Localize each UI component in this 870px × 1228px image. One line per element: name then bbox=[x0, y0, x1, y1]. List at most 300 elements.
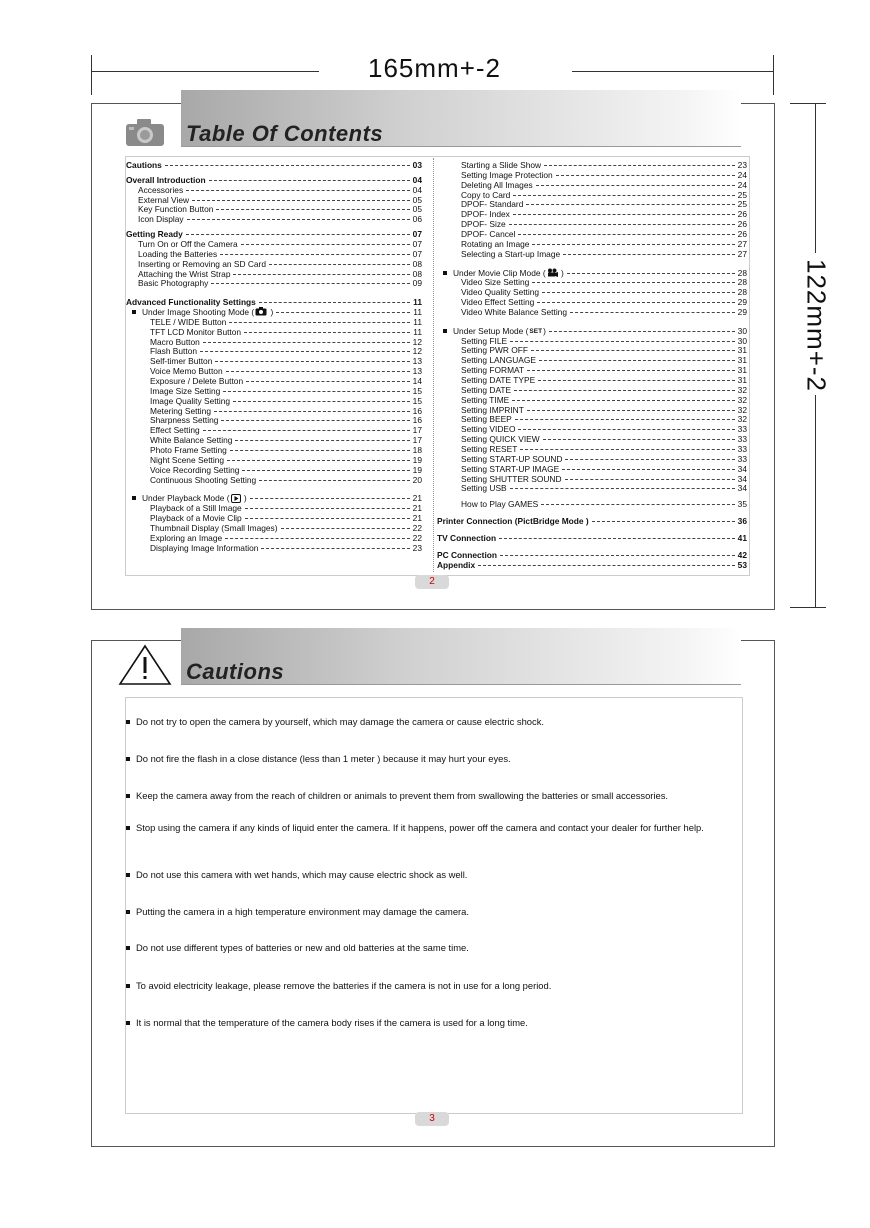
bullet-icon bbox=[443, 329, 447, 333]
toc-page-ref: 33 bbox=[737, 424, 747, 435]
toc-leader bbox=[233, 401, 410, 402]
toc-leader bbox=[565, 459, 734, 460]
toc-page-ref: 11 bbox=[413, 307, 422, 318]
toc-entry bbox=[132, 307, 422, 317]
toc-entry-label bbox=[150, 337, 200, 347]
toc-page-ref: 07 bbox=[412, 229, 422, 240]
toc-entry bbox=[150, 346, 422, 356]
toc-entry bbox=[132, 493, 422, 503]
toc-page-ref: 34 bbox=[737, 473, 747, 484]
toc-leader bbox=[261, 548, 409, 549]
toc-entry-label bbox=[126, 175, 206, 185]
toc-leader bbox=[192, 200, 410, 201]
toc-entry-text: Exploring an Image bbox=[150, 532, 223, 543]
toc-leader bbox=[513, 195, 734, 196]
toc-page-ref: 17 bbox=[412, 425, 422, 436]
toc-entry-label bbox=[461, 345, 528, 355]
toc-entry-text: Icon Display bbox=[138, 214, 184, 225]
toc-entry-text: Basic Photography bbox=[138, 278, 209, 289]
toc-entry-label bbox=[461, 249, 560, 259]
toc-leader bbox=[226, 371, 410, 372]
toc-entry-text: Voice Memo Button bbox=[150, 366, 223, 377]
toc-entry-text: TV Connection bbox=[437, 532, 497, 543]
toc-leader bbox=[512, 400, 734, 401]
toc-entry bbox=[443, 326, 747, 336]
toc-entry-text: Setting BEEP bbox=[461, 414, 512, 425]
toc-column-divider bbox=[433, 158, 434, 572]
toc-leader bbox=[541, 504, 734, 505]
toc-entry-label bbox=[461, 239, 529, 249]
toc-leader bbox=[520, 449, 734, 450]
toc-leader bbox=[225, 538, 410, 539]
toc-entry bbox=[150, 465, 422, 475]
toc-entry-text: Copy to Card bbox=[461, 189, 511, 200]
toc-entry bbox=[461, 219, 747, 229]
toc-entry-label bbox=[126, 297, 256, 307]
toc-leader bbox=[518, 234, 734, 235]
toc-page-ref: 36 bbox=[737, 516, 747, 527]
toc-entry bbox=[461, 355, 747, 365]
caution-item: Do not use different types of batteries or new and old batteries at the same time. bbox=[136, 942, 469, 953]
toc-entry-text: Setting FILE bbox=[461, 335, 508, 346]
toc-entry-text: Inserting or Removing an SD Card bbox=[138, 258, 267, 269]
toc-entry-text: Under Setup Mode ( bbox=[453, 325, 529, 336]
toc-page-ref: 32 bbox=[737, 414, 747, 425]
toc-leader bbox=[531, 350, 735, 351]
toc-entry bbox=[150, 543, 422, 553]
toc-page-ref: 21 bbox=[412, 493, 422, 504]
toc-page-ref: 19 bbox=[412, 454, 422, 465]
toc-page-ref: 23 bbox=[737, 160, 747, 170]
toc-page-ref: 42 bbox=[737, 549, 747, 560]
toc-page-ref: 05 bbox=[412, 194, 422, 205]
toc-entry bbox=[138, 269, 422, 279]
toc-entry bbox=[150, 327, 422, 337]
toc-page-ref: 14 bbox=[412, 376, 422, 386]
toc-entry-text: Video White Balance Setting bbox=[461, 306, 567, 317]
toc-leader bbox=[539, 360, 735, 361]
toc-entry-label bbox=[126, 229, 183, 239]
toc-entry-text: DPOF- Standard bbox=[461, 199, 524, 210]
toc-page-ref: 53 bbox=[737, 559, 747, 570]
toc-entry-text: Video Effect Setting bbox=[461, 297, 535, 308]
toc-page-ref: 08 bbox=[412, 268, 422, 279]
toc-entry-text: Setting DATE TYPE bbox=[461, 375, 536, 385]
setup-mode-icon: SET bbox=[529, 327, 543, 335]
toc-leader bbox=[518, 429, 734, 430]
toc-entry-text: Accessories bbox=[138, 184, 184, 195]
toc-page-ref: 03 bbox=[412, 160, 422, 170]
toc-entry-text: Setting LANGUAGE bbox=[461, 355, 536, 366]
toc-page-ref: 12 bbox=[412, 336, 422, 347]
toc-leader bbox=[478, 565, 735, 566]
toc-entry bbox=[437, 560, 747, 570]
toc-entry bbox=[150, 337, 422, 347]
toc-entry-text: Printer Connection (PictBridge Mode ) bbox=[437, 516, 589, 527]
toc-entry bbox=[138, 239, 422, 249]
bullet-icon bbox=[126, 794, 130, 798]
toc-entry-text: Under Image Shooting Mode ( bbox=[142, 307, 255, 318]
toc-entry bbox=[150, 376, 422, 386]
toc-leader bbox=[532, 244, 734, 245]
toc-leader bbox=[510, 488, 735, 489]
toc-entry bbox=[150, 396, 422, 406]
toc-entry bbox=[150, 425, 422, 435]
toc-leader bbox=[209, 180, 410, 181]
toc-page-ref: 16 bbox=[412, 415, 422, 426]
toc-entry-label bbox=[150, 543, 258, 553]
toc-entry bbox=[437, 533, 747, 543]
toc-entry-label bbox=[138, 249, 217, 259]
toc-entry bbox=[150, 513, 422, 523]
toc-leader bbox=[556, 175, 735, 176]
toc-entry bbox=[461, 499, 747, 509]
toc-leader bbox=[216, 209, 409, 210]
toc-entry bbox=[461, 277, 747, 287]
toc-leader bbox=[542, 292, 735, 293]
toc-page-ref: 30 bbox=[737, 325, 747, 336]
toc-entry bbox=[138, 259, 422, 269]
toc-page-ref: 24 bbox=[737, 179, 747, 190]
width-dimension-line-right bbox=[572, 71, 773, 72]
toc-page-ref: 13 bbox=[412, 356, 422, 367]
toc-leader bbox=[233, 274, 409, 275]
toc-page-ref: 16 bbox=[412, 405, 422, 416]
toc-entry-text: Setting RESET bbox=[461, 443, 518, 454]
toc-entry-text: Setting TIME bbox=[461, 394, 510, 405]
toc-entry bbox=[461, 345, 747, 355]
toc-page-ref: 32 bbox=[737, 384, 747, 395]
toc-entry-text: External View bbox=[138, 194, 190, 205]
cautions-page-number: 3 bbox=[415, 1112, 449, 1126]
toc-leader bbox=[246, 381, 410, 382]
toc-entry-label bbox=[437, 533, 496, 543]
toc-page-ref: 32 bbox=[737, 394, 747, 405]
toc-entry-label bbox=[150, 465, 239, 475]
toc-leader bbox=[562, 469, 734, 470]
toc-entry-label bbox=[150, 523, 278, 533]
toc-entry-text: Exposure / Delete Button bbox=[150, 376, 244, 386]
toc-leader bbox=[215, 361, 409, 362]
toc-page-ref: 07 bbox=[412, 238, 422, 249]
toc-entry-text: TFT LCD Monitor Button bbox=[150, 326, 242, 337]
toc-page-ref: 35 bbox=[737, 499, 747, 510]
caution-item: Do not use this camera with wet hands, which may cause electric shock as well. bbox=[136, 869, 468, 880]
toc-entry-label bbox=[461, 190, 510, 200]
toc-entry bbox=[150, 406, 422, 416]
toc-entry-text: Key Function Button bbox=[138, 204, 214, 215]
bullet-icon bbox=[126, 910, 130, 914]
toc-entry-label bbox=[461, 444, 517, 454]
toc-entry bbox=[138, 278, 422, 288]
toc-page-ref: 13 bbox=[412, 366, 422, 377]
toc-entry-label bbox=[150, 435, 232, 445]
toc-entry-label bbox=[461, 414, 512, 424]
toc-entry bbox=[150, 415, 422, 425]
toc-entry-text: Setting VIDEO bbox=[461, 424, 516, 435]
toc-page-ref: 19 bbox=[412, 464, 422, 475]
toc-leader bbox=[269, 264, 410, 265]
toc-leader bbox=[281, 528, 410, 529]
toc-entry bbox=[461, 229, 747, 239]
toc-page-ref: 12 bbox=[412, 346, 422, 357]
toc-entry-label bbox=[461, 464, 559, 474]
toc-entry bbox=[150, 356, 422, 366]
toc-leader bbox=[500, 555, 735, 556]
toc-entry-text: Playback of a Still Image bbox=[150, 503, 242, 514]
toc-entry bbox=[461, 474, 747, 484]
toc-page-ref: 11 bbox=[413, 316, 422, 327]
toc-entry bbox=[461, 336, 747, 346]
toc-leader bbox=[536, 185, 735, 186]
toc-leader bbox=[510, 341, 735, 342]
toc-entry bbox=[126, 297, 422, 307]
toc-entry bbox=[437, 550, 747, 560]
height-dimension-tick-bottom bbox=[790, 607, 826, 608]
toc-entry-label bbox=[150, 327, 241, 337]
toc-entry-label bbox=[461, 395, 509, 405]
toc-entry-text: Metering Setting bbox=[150, 405, 211, 416]
camera-icon bbox=[125, 117, 165, 147]
toc-entry-text: Setting DATE bbox=[461, 384, 512, 395]
toc-entry bbox=[126, 229, 422, 239]
toc-page-ref: 09 bbox=[412, 278, 422, 289]
toc-entry bbox=[150, 317, 422, 327]
toc-entry-label bbox=[461, 375, 535, 385]
toc-entry bbox=[126, 175, 422, 185]
toc-entry-label bbox=[461, 209, 510, 219]
toc-entry-label bbox=[150, 376, 243, 386]
toc-entry-text: Overall Introduction bbox=[126, 174, 206, 185]
toc-entry-label bbox=[437, 560, 475, 570]
toc-entry bbox=[461, 424, 747, 434]
toc-entry bbox=[138, 204, 422, 214]
toc-entry-text: Thumbnail Display (Small Images) bbox=[150, 522, 278, 533]
toc-page-ref: 22 bbox=[412, 522, 422, 533]
toc-leader bbox=[241, 244, 410, 245]
toc-entry-text: Setting FORMAT bbox=[461, 365, 525, 376]
caution-item: It is normal that the temperature of the camera body rises if the camera is used for a long time. bbox=[136, 1017, 528, 1028]
bullet-icon bbox=[126, 1021, 130, 1025]
toc-page-number: 2 bbox=[415, 575, 449, 589]
toc-leader bbox=[259, 480, 410, 481]
toc-leader bbox=[227, 460, 410, 461]
toc-entry-text: White Balance Setting bbox=[150, 435, 233, 446]
toc-leader bbox=[186, 234, 410, 235]
toc-page-ref: 26 bbox=[737, 228, 747, 239]
toc-page-ref: 04 bbox=[412, 184, 422, 195]
toc-entry-text: Displaying Image Information bbox=[150, 542, 259, 553]
toc-entry-label bbox=[461, 180, 533, 190]
toc-leader bbox=[544, 165, 735, 166]
toc-entry-label bbox=[461, 219, 506, 229]
toc-entry bbox=[138, 195, 422, 205]
toc-entry bbox=[150, 475, 422, 485]
toc-entry-text: Flash Button bbox=[150, 346, 198, 357]
toc-leader bbox=[509, 224, 735, 225]
toc-leader bbox=[214, 411, 410, 412]
toc-entry-label bbox=[461, 160, 541, 170]
bullet-icon bbox=[126, 826, 130, 830]
toc-entry-text: Setting IMPRINT bbox=[461, 404, 524, 415]
toc-entry-label bbox=[461, 229, 515, 239]
toc-entry-text: Selecting a Start-up Image bbox=[461, 248, 561, 259]
toc-entry bbox=[150, 445, 422, 455]
toc-entry-text: DPOF- Cancel bbox=[461, 228, 516, 239]
toc-entry-text: Macro Button bbox=[150, 336, 200, 347]
toc-entry-text: Loading the Batteries bbox=[138, 248, 218, 259]
toc-page-ref: 21 bbox=[412, 503, 422, 514]
toc-entry-text: Attaching the Wrist Strap bbox=[138, 268, 231, 279]
toc-entry bbox=[461, 209, 747, 219]
toc-entry bbox=[126, 160, 422, 170]
toc-page-ref: 17 bbox=[412, 435, 422, 446]
toc-entry bbox=[461, 483, 747, 493]
toc-leader bbox=[276, 312, 410, 313]
toc-entry-label bbox=[461, 277, 529, 287]
toc-page-ref: 15 bbox=[412, 395, 422, 406]
toc-entry-text: How to Play GAMES bbox=[461, 499, 539, 510]
toc-page-ref: 08 bbox=[412, 258, 422, 269]
toc-leader bbox=[515, 419, 735, 420]
toc-entry-label bbox=[461, 474, 562, 484]
toc-leader bbox=[565, 479, 735, 480]
toc-leader bbox=[220, 254, 410, 255]
warning-icon bbox=[117, 643, 173, 687]
toc-entry-label bbox=[150, 356, 212, 366]
toc-leader bbox=[563, 254, 735, 255]
toc-entry bbox=[461, 444, 747, 454]
toc-page-ref: 23 bbox=[412, 542, 422, 553]
toc-entry-label bbox=[150, 513, 242, 523]
toc-leader bbox=[229, 322, 410, 323]
toc-entry-label bbox=[461, 385, 511, 395]
toc-page-ref: 34 bbox=[737, 483, 747, 494]
toc-entry-label bbox=[150, 503, 242, 513]
toc-entry-text: Continuous Shooting Setting bbox=[150, 474, 257, 485]
caution-item: Putting the camera in a high temperature environment may damage the camera. bbox=[136, 906, 469, 917]
toc-leader bbox=[245, 518, 410, 519]
toc-entry-label bbox=[150, 346, 197, 356]
toc-entry-text: Self-timer Button bbox=[150, 356, 213, 367]
toc-entry-label bbox=[461, 483, 507, 493]
toc-leader bbox=[187, 219, 410, 220]
toc-leader bbox=[543, 439, 735, 440]
toc-entry-text: DPOF- Size bbox=[461, 219, 506, 230]
toc-entry-label bbox=[461, 499, 538, 509]
toc-leader bbox=[537, 302, 734, 303]
toc-entry-label bbox=[138, 214, 184, 224]
toc-leader bbox=[221, 420, 409, 421]
bullet-icon bbox=[443, 271, 447, 275]
toc-entry-label bbox=[461, 434, 540, 444]
height-dimension-label: 122mm+-2 bbox=[801, 259, 832, 392]
toc-entry-text: Deleting All Images bbox=[461, 179, 533, 190]
toc-page-ref: 27 bbox=[737, 238, 747, 249]
toc-leader bbox=[200, 351, 410, 352]
toc-entry bbox=[150, 533, 422, 543]
toc-leader bbox=[223, 391, 409, 392]
toc-page-ref: 33 bbox=[737, 434, 747, 445]
toc-entry-label bbox=[461, 424, 515, 434]
toc-entry-text: Setting START-UP SOUND bbox=[461, 453, 563, 464]
toc-leader bbox=[538, 380, 735, 381]
toc-leader bbox=[513, 214, 735, 215]
toc-entry-label bbox=[461, 287, 539, 297]
toc-leader bbox=[203, 342, 410, 343]
toc-entry bbox=[461, 190, 747, 200]
toc-entry-text: Under Playback Mode ( bbox=[142, 493, 230, 504]
toc-entry-text: Setting USB bbox=[461, 483, 507, 494]
toc-page-ref: 25 bbox=[737, 189, 747, 200]
toc-entry-text: Video Quality Setting bbox=[461, 287, 540, 298]
toc-entry-text: Playback of a Movie Clip bbox=[150, 513, 242, 524]
toc-leader bbox=[567, 273, 735, 274]
toc-leader bbox=[259, 302, 410, 303]
toc-entry-label bbox=[461, 454, 562, 464]
toc-title: Table Of Contents bbox=[186, 121, 384, 146]
toc-page-ref: 31 bbox=[737, 375, 747, 385]
toc-entry-text: Night Scene Setting bbox=[150, 454, 225, 465]
toc-page-ref: 31 bbox=[737, 365, 747, 376]
toc-entry-text: Setting Image Protection bbox=[461, 169, 553, 180]
toc-leader bbox=[230, 450, 410, 451]
toc-entry-label bbox=[150, 317, 226, 327]
toc-entry bbox=[461, 385, 747, 395]
toc-entry-text: PC Connection bbox=[437, 549, 498, 560]
toc-entry-label bbox=[461, 405, 524, 415]
toc-entry-text: Appendix bbox=[437, 559, 476, 570]
toc-entry-label bbox=[150, 445, 227, 455]
caution-item: To avoid electricity leakage, please remove the batteries if the camera is not in use for a long period. bbox=[136, 980, 552, 991]
toc-page-ref: 15 bbox=[412, 385, 422, 396]
toc-entry-text: Starting a Slide Show bbox=[461, 160, 542, 170]
toc-entry-text: Setting SHUTTER SOUND bbox=[461, 473, 562, 484]
toc-entry-label bbox=[150, 366, 223, 376]
toc-leader bbox=[242, 470, 409, 471]
toc-entry bbox=[150, 503, 422, 513]
toc-entry bbox=[461, 239, 747, 249]
toc-entry-label bbox=[138, 269, 230, 279]
toc-page-ref: 26 bbox=[737, 209, 747, 220]
toc-entry-suffix: ) bbox=[241, 493, 247, 504]
bullet-icon bbox=[126, 757, 130, 761]
toc-page-ref: 30 bbox=[737, 335, 747, 346]
toc-entry-suffix: ) bbox=[543, 325, 546, 336]
toc-leader bbox=[186, 190, 410, 191]
toc-entry bbox=[461, 414, 747, 424]
toc-page-ref: 11 bbox=[413, 297, 422, 308]
toc-entry bbox=[461, 375, 747, 385]
toc-entry-label bbox=[150, 406, 211, 416]
toc-entry-text: Effect Setting bbox=[150, 425, 200, 436]
toc-entry bbox=[150, 455, 422, 465]
toc-page-ref: 32 bbox=[737, 404, 747, 415]
toc-entry-text: Getting Ready bbox=[126, 229, 183, 240]
toc-page-ref: 25 bbox=[737, 199, 747, 210]
toc-entry bbox=[461, 365, 747, 375]
toc-page-ref: 28 bbox=[737, 267, 747, 278]
toc-page-ref: 22 bbox=[412, 532, 422, 543]
toc-entry-label bbox=[138, 195, 189, 205]
toc-entry bbox=[461, 464, 747, 474]
toc-page-ref: 07 bbox=[412, 248, 422, 259]
toc-entry-text: DPOF- Index bbox=[461, 209, 510, 220]
toc-entry-text: Setting PWR OFF bbox=[461, 345, 529, 356]
toc-entry bbox=[461, 395, 747, 405]
toc-entry bbox=[461, 170, 747, 180]
height-dimension-tick-top bbox=[790, 103, 826, 104]
